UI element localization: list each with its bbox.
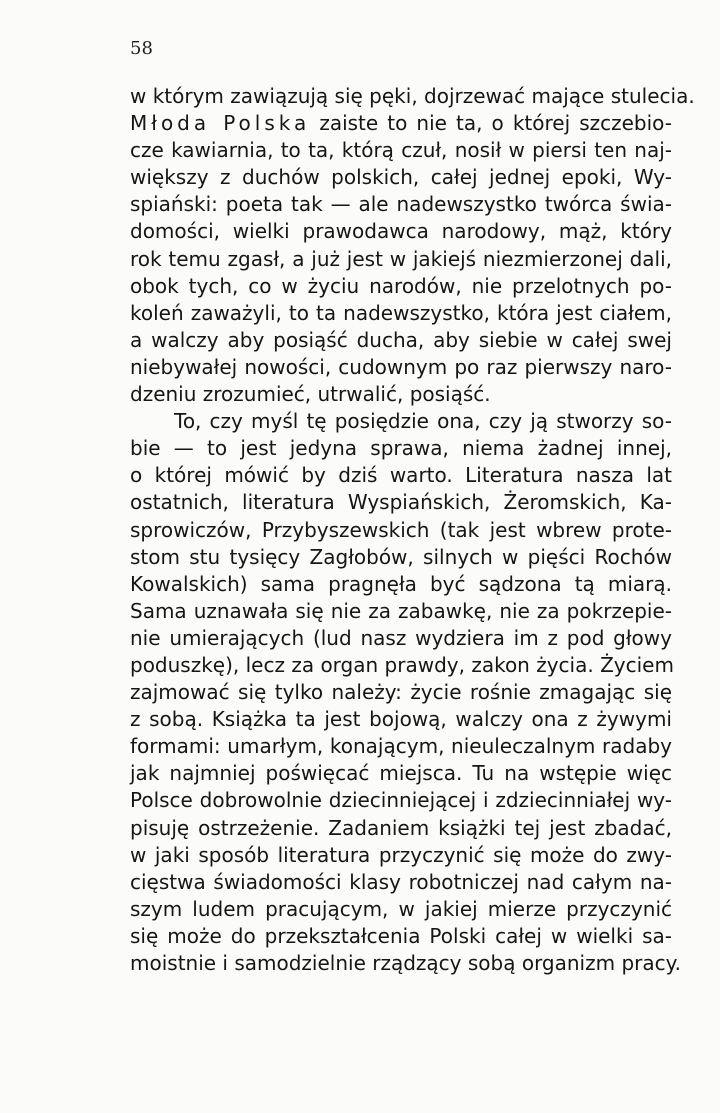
emphasized-title: Młoda Polska <box>130 111 311 136</box>
text-line: formami: umarłym, konającym, nieuleczalnym radaby <box>130 734 672 759</box>
text-line: szym ludem pracującym, w jakiej mierze przyczynić <box>130 896 672 921</box>
text-line: koleń zaważyli, to ta nadewszystko, która jest ciałem, <box>130 300 672 325</box>
text-line: cięstwa świadomości klasy robotniczej nad całym na- <box>130 869 672 894</box>
text-line: moistnie i samodzielnie rządzący sobą organizm pracy. <box>130 951 681 975</box>
text-line: nie umierających (lud nasz wydziera im z pod głowy <box>130 625 672 650</box>
text-line: ostatnich, literatura Wyspiańskich, Żeromskich, Ka- <box>130 490 672 515</box>
text-line: stom stu tysięcy Zagłobów, silnych w pięści Rochów <box>130 544 672 569</box>
text-line: a walczy aby posiąść ducha, aby siebie w całej swej <box>130 327 672 352</box>
text-line: To, czy myśl tę posiędzie ona, czy ją stworzy so- <box>174 409 672 434</box>
text-line: Sama uznawała się nie za zabawkę, nie za pokrzepie- <box>130 598 672 623</box>
text-line: spiański: poeta tak — ale nadewszystko twórca świa- <box>130 192 672 217</box>
text-line: bie — to jest jedyna sprawa, niema żadnej innej, <box>130 436 672 461</box>
text-line: sprowiczów, Przybyszewskich (tak jest wbrew prote- <box>130 517 672 542</box>
text-line: rok temu zgasł, a już jest w jakiejś niezmierzonej dali, <box>130 246 672 271</box>
page-number: 58 <box>130 38 153 59</box>
text-line: zajmować się tylko należy: życie rośnie zmagając się <box>130 680 672 705</box>
text-line: się może do przekształcenia Polski całej w wielki sa- <box>130 923 672 948</box>
text-line-rest: zaiste to nie ta, o której szczebio- <box>310 111 672 136</box>
text-line: poduszkę), lecz za organ prawdy, zakon życia. Życiem <box>130 652 674 677</box>
text-line: dzeniu zrozumieć, utrwalić, posiąść. <box>130 382 491 407</box>
text-line: Kowalskich) sama pragnęła być sądzona tą miarą. <box>130 571 672 596</box>
text-line: w jaki sposób literatura przyczynić się może do zwy- <box>130 842 672 867</box>
body-text <box>130 83 695 977</box>
text-line: w którym zawiązują się pęki, dojrzewać mające stulecia. <box>130 84 695 108</box>
text-line: z sobą. Książka ta jest bojową, walczy ona z żywymi <box>130 707 672 732</box>
text-line: cze kawiarnia, to ta, którą czuł, nosił w piersi ten naj- <box>130 138 672 163</box>
text-line: jak najmniej poświęcać miejsca. Tu na wstępie więc <box>130 761 672 786</box>
text-line: domości, wielki prawodawca narodowy, mąż, który <box>130 219 672 244</box>
text-line: niebywałej nowości, cudownym po raz pierwszy naro- <box>130 354 672 379</box>
text-line <box>130 110 672 137</box>
text-line: większy z duchów polskich, całej jednej epoki, Wy- <box>130 165 672 190</box>
text-line: obok tych, co w życiu narodów, nie przelotnych po- <box>130 273 672 298</box>
text-line: o której mówić by dziś warto. Literatura nasza lat <box>130 463 672 488</box>
text-line: Polsce dobrowolnie dziecinniejącej i zdziecinniałej wy- <box>130 788 672 813</box>
text-line: pisuję ostrzeżenie. Zadaniem książki tej jest zbadać, <box>130 815 672 840</box>
